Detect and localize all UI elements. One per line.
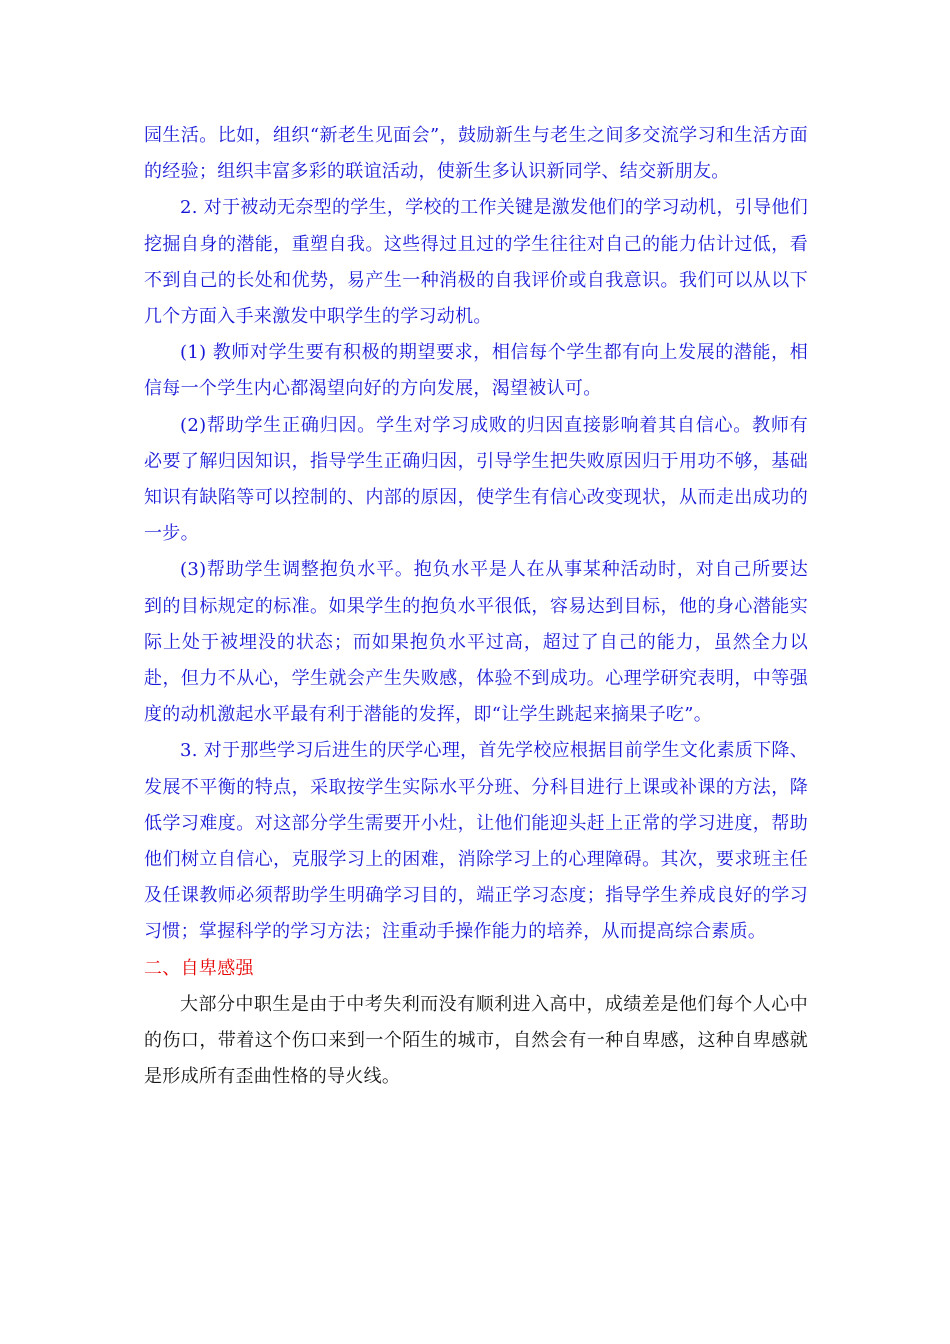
- paragraph-low-self-esteem: 大部分中职生是由于中考失利而没有顺利进入高中，成绩差是他们每个人心中的伤口，带着这个伤口来到一个陌生的城市，自然会有一种自卑感，这种自卑感就是形成所有歪曲性格的导火线。: [144, 993, 808, 1088]
- paragraph-point-2-1: (1) 教师对学生要有积极的期望要求，相信每个学生都有向上发展的潜能，相信每一个学生内心都渴望向好的方向发展，渴望被认可。: [144, 342, 808, 400]
- paragraph-point-2-3: (3)帮助学生调整抱负水平。抱负水平是人在从事某种活动时，对自己所要达到的目标规定的标准。如果学生的抱负水平很低，容易达到目标，他的身心潜能实际上处于被埋没的状态；而如果抱负水平过高，超过了自己的能力，虽然全力以赴，但力不从心，学生就会产生失败感，体验不到成功。心理学研究表明，中等强度的动机激起水平最有利于潜能的发挥，即“让学生跳起来摘果子吃”。: [144, 559, 808, 726]
- paragraph-point-2: 2. 对于被动无奈型的学生，学校的工作关键是激发他们的学习动机，引导他们挖掘自身的潜能，重塑自我。这些得过且过的学生往往对自己的能力估计过低，看不到自己的长处和优势，易产生一种消极的自我评价或自我意识。我们可以从以下几个方面入手来激发中职学生的学习动机。: [144, 197, 808, 328]
- paragraph-point-2-2: (2)帮助学生正确归因。学生对学习成败的归因直接影响着其自信心。教师有必要了解归因知识，指导学生正确归因，引导学生把失败原因归于用功不够，基础知识有缺陷等可以控制的、内部的原因，使学生有信心改变现状，从而走出成功的一步。: [144, 414, 808, 545]
- document-body: [144, 118, 808, 1095]
- paragraph-point-3: 3. 对于那些学习后进生的厌学心理，首先学校应根据目前学生文化素质下降、发展不平衡的特点，采取按学生实际水平分班、分科目进行上课或补课的方法，降低学习难度。对这部分学生需要开小灶，让他们能迎头赶上正常的学习进度，帮助他们树立自信心，克服学习上的困难，消除学习上的心理障碍。其次，要求班主任及任课教师必须帮助学生明确学习目的，端正学习态度；指导学生养成良好的学习习惯；掌握科学的学习方法；注重动手操作能力的培养，从而提高综合素质。: [144, 740, 808, 943]
- paragraph-intro-continuation: 园生活。比如，组织“新老生见面会”，鼓励新生与老生之间多交流学习和生活方面的经验；组织丰富多彩的联谊活动，使新生多认识新同学、结交新朋友。: [144, 125, 808, 183]
- section-heading-low-self-esteem: 二、自卑感强: [144, 957, 254, 979]
